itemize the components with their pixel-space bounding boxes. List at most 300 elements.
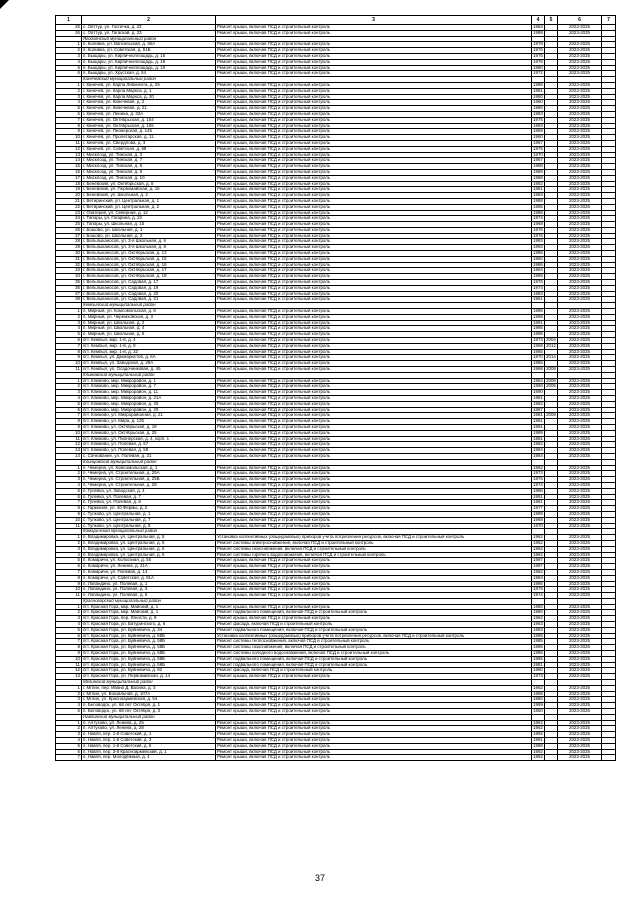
row-address: п. Комаричи, ул. Полевая, д. 14 [82, 569, 216, 575]
row-work-type: Ремонт крыши, включая ПСД и строительный контроль [216, 424, 532, 430]
row-period: 2023-2025 [558, 245, 602, 251]
row-period: 2023-2025 [558, 738, 602, 744]
row-period: 2023-2025 [558, 581, 602, 587]
row-period: 2023-2025 [558, 193, 602, 199]
header-col-4: 4 [532, 16, 545, 25]
row-work-type: Ремонт крыши, включая ПСД и строительный контроль [216, 390, 532, 396]
row-period: 2023-2025 [558, 639, 602, 645]
row-year: 1962 [533, 685, 543, 690]
section-title: Ягодзянский муниципальный район [82, 36, 216, 42]
row-year: 1982 [533, 401, 543, 406]
row-address: г. Беневский, ул. Школьная, д. 2 [82, 193, 216, 199]
row-year: 1986 [533, 82, 543, 87]
row-work-type: Ремонт крыши, включая ПСД и строительный контроль [216, 187, 532, 193]
row-address: г. Вельлыканосов, ул. Садовая, д. 21 [82, 297, 216, 303]
row-number: 32 [56, 262, 82, 268]
row-year: 1973 [533, 673, 543, 679]
row-period: 2023-2025 [558, 482, 602, 488]
row-work-type: Ремонт подвального помещения, включая ПСД и строительный контроль [216, 627, 532, 633]
row-period: 2023-2025 [558, 506, 602, 512]
row-number: 7 [56, 117, 82, 123]
row-year: 1985 [533, 250, 543, 256]
row-year: 1989 [533, 30, 543, 35]
row-year: 1964 [533, 267, 543, 273]
row-period: 2023-2025 [558, 511, 602, 517]
row-number: 25 [56, 222, 82, 228]
row-year: 1986 [533, 488, 543, 493]
row-number: 1 [56, 378, 82, 384]
page-corner-mark [0, 0, 9, 9]
row-address: пгт. Красная Гора, ул. Буйневича, д. 58Б [82, 651, 216, 657]
row-year: 1976 [533, 47, 543, 53]
row-number: 3 [56, 53, 82, 59]
row-number: 5 [56, 627, 82, 633]
row-year: 1961 [533, 296, 543, 302]
row-number: 20 [56, 193, 82, 199]
row-address: п. Беловодск, ул. 68 лет Октября, д. 3 [82, 709, 216, 715]
row-address: п. Владимировка, ул. Центральная, д. 5 [82, 535, 216, 541]
row-period: 2023-2025 [558, 100, 602, 106]
row-work-type: Ремонт крыши, включая ПСД и строительный контроль [216, 430, 532, 436]
row-address: пгт. Климово, мкр. Микрорайон, д. 1 [82, 378, 216, 384]
row-number: 10 [56, 656, 82, 662]
row-work-type: Ремонт крыши, включая ПСД и строительный контроль [216, 280, 532, 286]
row-year: 1980 [533, 696, 543, 702]
row-address: пгт. Кемпыл, мкр. 1-й, д. 4 [82, 338, 216, 344]
row-period: 2023-2025 [558, 465, 602, 471]
row-work-type: Ремонт крыши, включая ПСД и строительный контроль [216, 59, 532, 65]
row-year: 1983 [533, 291, 543, 296]
row-period: 2023-2025 [558, 471, 602, 477]
row-address: г. Вельлыканосов, ул. Октябрьская, д. 15 [82, 256, 216, 262]
row-address: г. Кинечев, ул. Кинечевая, д. 21 [82, 106, 216, 112]
row-address: пгт. Климово, мкр. Микрорайон, д. 21А [82, 396, 216, 402]
row-period: 2023-2025 [558, 262, 602, 268]
row-number: 11 [56, 140, 82, 146]
row-number: 15 [56, 164, 82, 170]
row-year: 1988 [533, 163, 543, 169]
row-year: 1989 [533, 169, 543, 174]
row-address: п. Быщары, ул. Кирпичноплощадь, д. 18 [82, 59, 216, 65]
row-number: 28 [56, 239, 82, 245]
row-address: п. Чемерна, ул. Строительная, д. 25Б [82, 477, 216, 483]
row-period: 2023-2025 [558, 42, 602, 48]
row-address: пгт. Климово, ул. Полевая, д. 58 [82, 448, 216, 454]
row-work-type: Ремонт крыши, включая ПСД и строительный контроль [216, 169, 532, 175]
row-work-type: Ремонт крыши, включая ПСД и строительный контроль [216, 111, 532, 117]
row-number: 3 [56, 94, 82, 100]
row-work-type: Ремонт крыши, включая ПСД и строительный контроль [216, 106, 532, 112]
row-year: 1972 [533, 70, 543, 76]
row-address: г. Вельлыканосов, ул. Октябрьская, д. 18 [82, 274, 216, 280]
row-period: 2023-2025 [558, 338, 602, 344]
row-year: 1983 [533, 123, 543, 128]
row-number: 3 [56, 320, 82, 326]
row-address: пгт. Климово, ул. Мира, д. 125 [82, 419, 216, 425]
section-title: Красногорский муниципальный район [82, 598, 216, 604]
row-period: 2023-2025 [558, 361, 602, 367]
row-work-type: Ремонт крыши, включая ПСД и строительный контроль [216, 251, 532, 257]
row-address: г. Кинечев, ул. Ленина, д. 33А [82, 111, 216, 117]
row-address: пгт. Красная Гора, ул. Буйневича, д. 82 [82, 668, 216, 674]
row-number: 8 [56, 419, 82, 425]
row-number: 10 [56, 517, 82, 523]
row-work-type: Ремонт крыши, включая ПСД и строительный контроль [216, 71, 532, 77]
row-number: 9 [56, 355, 82, 361]
row-work-type: Ремонт крыши, включая ПСД и строительный контроль [216, 361, 532, 367]
row-period: 2023-2025 [558, 720, 602, 726]
row-work-type: Ремонт крыши, включая ПСД и строительный контроль [216, 720, 532, 726]
row-address: п. Мирный, ул. Комсомольская, д. 8 [82, 309, 216, 315]
row-address: пгт. Климово, ул. Микрорайонная, д. 21 [82, 413, 216, 419]
row-year: 1982 [533, 754, 543, 760]
row-work-type: Ремонт фасада, включая ПСД и строительный контроль [216, 622, 532, 628]
row-work-type: Ремонт крыши, включая ПСД и строительный контроль [216, 25, 532, 31]
row-work-type: Ремонт крыши, включая ПСД и строительный контроль [216, 506, 532, 512]
row-year: 1980 [533, 609, 543, 615]
row-number: 13 [56, 674, 82, 680]
row-address: п. Гулевка, ул. Полевая, д. 8 [82, 500, 216, 506]
row-work-type: Ремонт крыши, включая ПСД и строительный контроль [216, 453, 532, 459]
row-period: 2023-2025 [558, 622, 602, 628]
row-period: 2023-2025 [558, 216, 602, 222]
row-number: 24 [56, 216, 82, 222]
row-work-type: Ремонт крыши, включая ПСД и строительный контроль [216, 396, 532, 402]
row-work-type: Ремонт крыши, включая ПСД и строительный контроль [216, 274, 532, 280]
row-period: 2023-2025 [558, 430, 602, 436]
row-work-type: Ремонт крыши, включая ПСД и строительный контроль [216, 494, 532, 500]
row-period: 2023-2025 [558, 297, 602, 303]
row-work-type: Ремонт крыши, включая ПСД и строительный контроль [216, 697, 532, 703]
row-period: 2023-2025 [558, 569, 602, 575]
row-work-type: Ремонт крыши, включая ПСД и строительный контроль [216, 349, 532, 355]
row-period: 2023-2025 [558, 349, 602, 355]
row-address: г. Кинечев, ул. Пионерская, д. 145 [82, 129, 216, 135]
row-year: 1980 [533, 105, 543, 111]
row-address: п. Мирный, ул. Школьная, д. 4 [82, 326, 216, 332]
row-work-type: Ремонт крыши, включая ПСД и строительный контроль [216, 442, 532, 448]
row-address: г. Вельлыканосов, ул. Садовая, д. 17 [82, 280, 216, 286]
row-period: 2023-2025 [558, 552, 602, 558]
row-period: 2023-2025 [558, 332, 602, 338]
row-year: 1977 [533, 505, 543, 511]
row-work-type: Ремонт крыши, включая ПСД и строительный контроль [216, 471, 532, 477]
row-period: 2023-2025 [558, 523, 602, 529]
row-work-type: Ремонт крыши, включая ПСД и строительный контроль [216, 581, 532, 587]
row-year: 1995 [533, 325, 543, 331]
row-period: 2023-2025 [558, 326, 602, 332]
row-work-type: Ремонт крыши, включая ПСД и строительный контроль [216, 413, 532, 419]
row-work-type: Ремонт фасада, включая ПСД и строительный контроль [216, 668, 532, 674]
row-work-type: Ремонт крыши, включая ПСД и строительный контроль [216, 477, 532, 483]
row-work-type: Ремонт системы электроснабжения, включая ПСД и строительный контроль [216, 540, 532, 546]
row-address: г. Мглин, ул. Вокзальная, д. 107А [82, 691, 216, 697]
row-address: пгт. Красная Гора, ул. Буйневича, д. 58Б [82, 662, 216, 668]
row-year: 1976 [533, 227, 543, 232]
row-address: г. Кинечев, ул. Октябрьская, д. 106 [82, 123, 216, 129]
row-period: 2023-2025 [558, 651, 602, 657]
header-col-5: 5 [545, 16, 558, 25]
row-year: 1976 [533, 279, 543, 285]
row-year: 1973 [533, 470, 543, 476]
row-period: 2023-2025 [558, 575, 602, 581]
row-number: 8 [56, 506, 82, 512]
row-period: 2023-2025 [558, 210, 602, 216]
row-work-type: Ремонт крыши, включая ПСД и строительный контроль [216, 123, 532, 129]
row-period: 2023-2025 [558, 378, 602, 384]
row-number: 2 [56, 384, 82, 390]
row-work-type: Ремонт системы холодного водоснабжения, включая ПСД и строительный контроль [216, 651, 532, 657]
row-year: 1985 [533, 360, 543, 366]
row-year: 1962 [533, 540, 543, 545]
row-work-type: Установка коллективных (общедомовых) приборов учета потребления ресурсов, включая ПСД и строительный контроль [216, 633, 532, 639]
row-number: 2 [56, 88, 82, 94]
row-year: 1981 [533, 499, 543, 505]
row-year: 1963 [533, 621, 543, 627]
row-number: 8 [56, 645, 82, 651]
row-address: г. Кинечев, ул. Кинечевая, д. 2 [82, 100, 216, 106]
row-period: 2023-2025 [558, 82, 602, 88]
row-year: 1986 [533, 581, 543, 586]
row-work-type: Ремонт крыши, включая ПСД и строительный контроль [216, 500, 532, 506]
row-period: 2023-2025 [558, 233, 602, 239]
row-address: п. Быщары, ул. Хрусская, д. 54 [82, 71, 216, 77]
row-period: 2023-2025 [558, 123, 602, 129]
row-period: 2023-2025 [558, 691, 602, 697]
row-number: 14 [56, 453, 82, 459]
section-title: Кемпылский муниципальный район [82, 303, 216, 309]
row-number: 4 [56, 100, 82, 106]
row-number: 3 [56, 697, 82, 703]
row-number: 2 [56, 314, 82, 320]
row-year: 1960 [533, 708, 543, 714]
row-year: 1978 [533, 59, 543, 64]
row-work-type: Ремонт крыши, включая ПСД и строительный контроль [216, 355, 532, 361]
row-period: 2023-2025 [558, 256, 602, 262]
row-work-type: Ремонт крыши, включая ПСД и строительный контроль [216, 593, 532, 599]
row-work-type: Ремонт крыши, включая ПСД и строительный контроль [216, 332, 532, 338]
row-year: 1974 [533, 215, 543, 221]
row-year: 1989 [533, 430, 543, 435]
row-address: п. Комаричи, ул. Ленина, д. 21А [82, 564, 216, 570]
row-address: п. Владимировка, ул. Центральная, д. 5 [82, 546, 216, 552]
row-address: п. Владимировка, ул. Центральная, д. 5 [82, 540, 216, 546]
row-number: 6 [56, 407, 82, 413]
row-work-type: Ремонт крыши, включая ПСД и строительный контроль [216, 262, 532, 268]
row-year: 1995 [533, 331, 543, 337]
row-work-type: Ремонт крыши, включая ПСД и строительный контроль [216, 436, 532, 442]
row-work-type: Ремонт крыши, включая ПСД и строительный контроль [216, 517, 532, 523]
row-number: 17 [56, 175, 82, 181]
section-title: Кинечевский муниципальный район [82, 77, 216, 83]
row-period: 2023-2025 [558, 117, 602, 123]
row-address: пгт. Красная Гора, мкр. Майский, д. 1 [82, 610, 216, 616]
row-address: п. Гулевка, ул. Заводская, д. 4 [82, 488, 216, 494]
row-address: с. Ояттур, ул. Гагаскай, д. 23 [82, 30, 216, 36]
row-address: г. Озатерия, ул. Северная, д. 12 [82, 210, 216, 216]
row-number: 7 [56, 569, 82, 575]
row-number: 22 [56, 204, 82, 210]
row-number: 10 [56, 430, 82, 436]
row-number: 33 [56, 268, 82, 274]
row-work-type: Ремонт крыши, включая ПСД и строительный контроль [216, 338, 532, 344]
row-period: 2023-2025 [558, 390, 602, 396]
row-work-type: Ремонт крыши, включая ПСД и строительный контроль [216, 488, 532, 494]
row-year: 1974 [533, 482, 543, 487]
row-year: 1984 [533, 447, 543, 453]
row-number: 7 [56, 755, 82, 761]
row-period: 2023-2025 [558, 494, 602, 500]
row-period: 2023-2025 [558, 158, 602, 164]
row-address: г. Мглин, ул. Красноармейская, д. 54 [82, 697, 216, 703]
row-year: 1978 [533, 41, 543, 47]
row-work-type: Ремонт крыши, включая ПСД и строительный контроль [216, 465, 532, 471]
row-period: 2023-2025 [558, 697, 602, 703]
row-address: п. Навля, пер. 1-й Советский, д. 1 [82, 732, 216, 738]
row-year: 1985 [533, 349, 543, 354]
row-work-type: Ремонт крыши, включая ПСД и строительный контроль [216, 604, 532, 610]
row-period: 2023-2025 [558, 732, 602, 738]
row-address: п. Быщары, ул. Кирпичноплощадь, д. 16 [82, 53, 216, 59]
row-address: пгт. Красная Гора, ул. Батуринского, д. 6 [82, 622, 216, 628]
row-work-type: Ремонт крыши, включая ПСД и строительный контроль [216, 216, 532, 222]
row-period: 2023-2025 [558, 355, 602, 361]
row-year: 1962 [533, 552, 543, 557]
row-year: 1989 [533, 511, 543, 516]
works-table [55, 15, 616, 761]
row-address: пгт. Кемпыл, мкр. 1-й, д. 22 [82, 349, 216, 355]
row-period: 2023-2025 [558, 111, 602, 117]
row-year: 1969 [533, 517, 543, 522]
row-address: пгт. Красная Гора, мкр. Майский, д. 1 [82, 604, 216, 610]
row-year-2 [545, 755, 558, 761]
row-address: г. Мисклозд, ул. Тинская, д. 10 [82, 175, 216, 181]
row-number: 12 [56, 442, 82, 448]
row-number: 7 [56, 500, 82, 506]
row-work-type: Ремонт крыши, включая ПСД и строительный контроль [216, 523, 532, 529]
row-period: 2023-2025 [558, 749, 602, 755]
row-number: 2 [56, 726, 82, 732]
row-period: 2023-2025 [558, 668, 602, 674]
row-address: п. Чемерна, ул. Строительная, д. 28 [82, 482, 216, 488]
row-year: 1992 [533, 749, 543, 754]
section-title: Климовский муниципальный район [82, 372, 216, 378]
row-work-type: Ремонт крыши, включая ПСД и строительный контроль [216, 407, 532, 413]
row-work-type: Ремонт крыши, включая ПСД и строительный контроль [216, 256, 532, 262]
row-number: 6 [56, 749, 82, 755]
row-work-type: Ремонт крыши, включая ПСД и строительный контроль [216, 245, 532, 251]
row-year: 1986 [533, 262, 543, 267]
row-period: 2023-2025 [558, 204, 602, 210]
row-year: 1976 [533, 233, 543, 238]
row-address: с. Тулково, ул. Центральная, д. 8 [82, 523, 216, 529]
row-period: 2023-2025 [558, 320, 602, 326]
row-work-type: Ремонт крыши, включая ПСД и строительный контроль [216, 564, 532, 570]
row-address: г. Вельлыканосов, ул. Садовая, д. 19 [82, 285, 216, 291]
row-year: 1990 [533, 389, 543, 395]
row-number: 7 [56, 639, 82, 645]
row-number: 19 [56, 187, 82, 193]
page-number: 37 [314, 873, 325, 883]
row-period: 2023-2025 [558, 564, 602, 570]
row-number: 12 [56, 146, 82, 152]
row-period: 2023-2025 [558, 291, 602, 297]
section-title: Клинцовский муниципальный район [82, 459, 216, 465]
row-address: г. Кинечев, ул. Карла Маркса, д. 20 [82, 94, 216, 100]
row-period: 2023-2025 [558, 239, 602, 245]
table-header-row [56, 16, 616, 25]
row-number: 11 [56, 662, 82, 668]
header-col-6: 6 [558, 16, 602, 25]
row-address: п. Навля, пер. 3-й Красноармейский, д. 1 [82, 749, 216, 755]
row-address: г. Бошово, ул. Школьная, д. 1 [82, 227, 216, 233]
row-work-type: Ремонт подвального помещения, включая ПСД и строительный контроль [216, 656, 532, 662]
row-empty [602, 755, 616, 761]
row-number: 6 [56, 564, 82, 570]
row-number: 2 [56, 610, 82, 616]
row-address: п. Беловодск, ул. 68 лет Октября, д. 1 [82, 703, 216, 709]
row-address: п. Лопандино, ул. Полевая, д. 1 [82, 581, 216, 587]
row-address: г. Мисклозд, ул. Тинская, д. 8 [82, 164, 216, 170]
row-address: г. Мисклозд, ул. Тинская, д. 9 [82, 169, 216, 175]
row-work-type: Ремонт крыши, включая ПСД и строительный контроль [216, 587, 532, 593]
row-work-type: Ремонт крыши, включая ПСД и строительный контроль [216, 175, 532, 181]
table-row [56, 755, 616, 761]
row-year: 1987 [533, 563, 543, 569]
row-year: 1962 [533, 569, 543, 574]
row-address: п. Лопандино, ул. Полевая, д. 3 [82, 587, 216, 593]
row-number: 8 [56, 575, 82, 581]
row-number: 3 [56, 546, 82, 552]
row-period: 2023-2025 [558, 268, 602, 274]
row-number: 1 [56, 309, 82, 315]
row-number: 3 [56, 477, 82, 483]
row-year: 1991 [533, 737, 543, 743]
row-address: пгт. Климово, ул. Октябрьская, д. 25 [82, 430, 216, 436]
row-number: 5 [56, 743, 82, 749]
row-address: с. Тулково, ул. Центральная, д. 7 [82, 517, 216, 523]
row-year: 1981 [533, 395, 543, 400]
row-number: 8 [56, 123, 82, 129]
row-number: 4 [56, 738, 82, 744]
row-address: г. Беневский, ул. Октябрьская, д. 8 [82, 181, 216, 187]
row-year: 1981 [533, 436, 543, 441]
row-work-type: Ремонт крыши, включая ПСД и строительный контроль [216, 674, 532, 680]
row-year: 1960 [533, 256, 543, 261]
row-address: г. Кинечев, ул. Свердлова, д. 3 [82, 140, 216, 146]
row-address: г. Вельлыканосов, ул. Октябрьская, д. 13 [82, 251, 216, 257]
row-work-type: Ремонт крыши, включая ПСД и строительный контроль [216, 204, 532, 210]
row-period: 2023-2025 [558, 187, 602, 193]
row-number: 14 [56, 158, 82, 164]
row-period: 2023-2025 [558, 140, 602, 146]
row-address: с. Тулково, ул. Центральная, д. 1 [82, 511, 216, 517]
row-number: 5 [56, 488, 82, 494]
row-number: 1 [56, 720, 82, 726]
row-work-type: Ремонт крыши, включая ПСД и строительный контроль [216, 146, 532, 152]
row-year: 1982 [533, 465, 543, 470]
row-work-type: Ремонт крыши, включая ПСД и строительный контроль [216, 309, 532, 315]
row-work-type: Ремонт крыши, включая ПСД и строительный контроль [216, 703, 532, 709]
row-number: 5 [56, 106, 82, 112]
row-year: 1970 [533, 152, 543, 157]
row-period: 2023-2025 [558, 674, 602, 680]
row-work-type: Ремонт крыши, включая ПСД и строительный контроль [216, 343, 532, 349]
row-address: п. Мирный, ул. Школьная, д. 2 [82, 320, 216, 326]
row-period: 2023-2025 [558, 726, 602, 732]
row-year: 1985 [533, 633, 543, 638]
row-work-type: Ремонт крыши, включая ПСД и строительный контроль [216, 117, 532, 123]
